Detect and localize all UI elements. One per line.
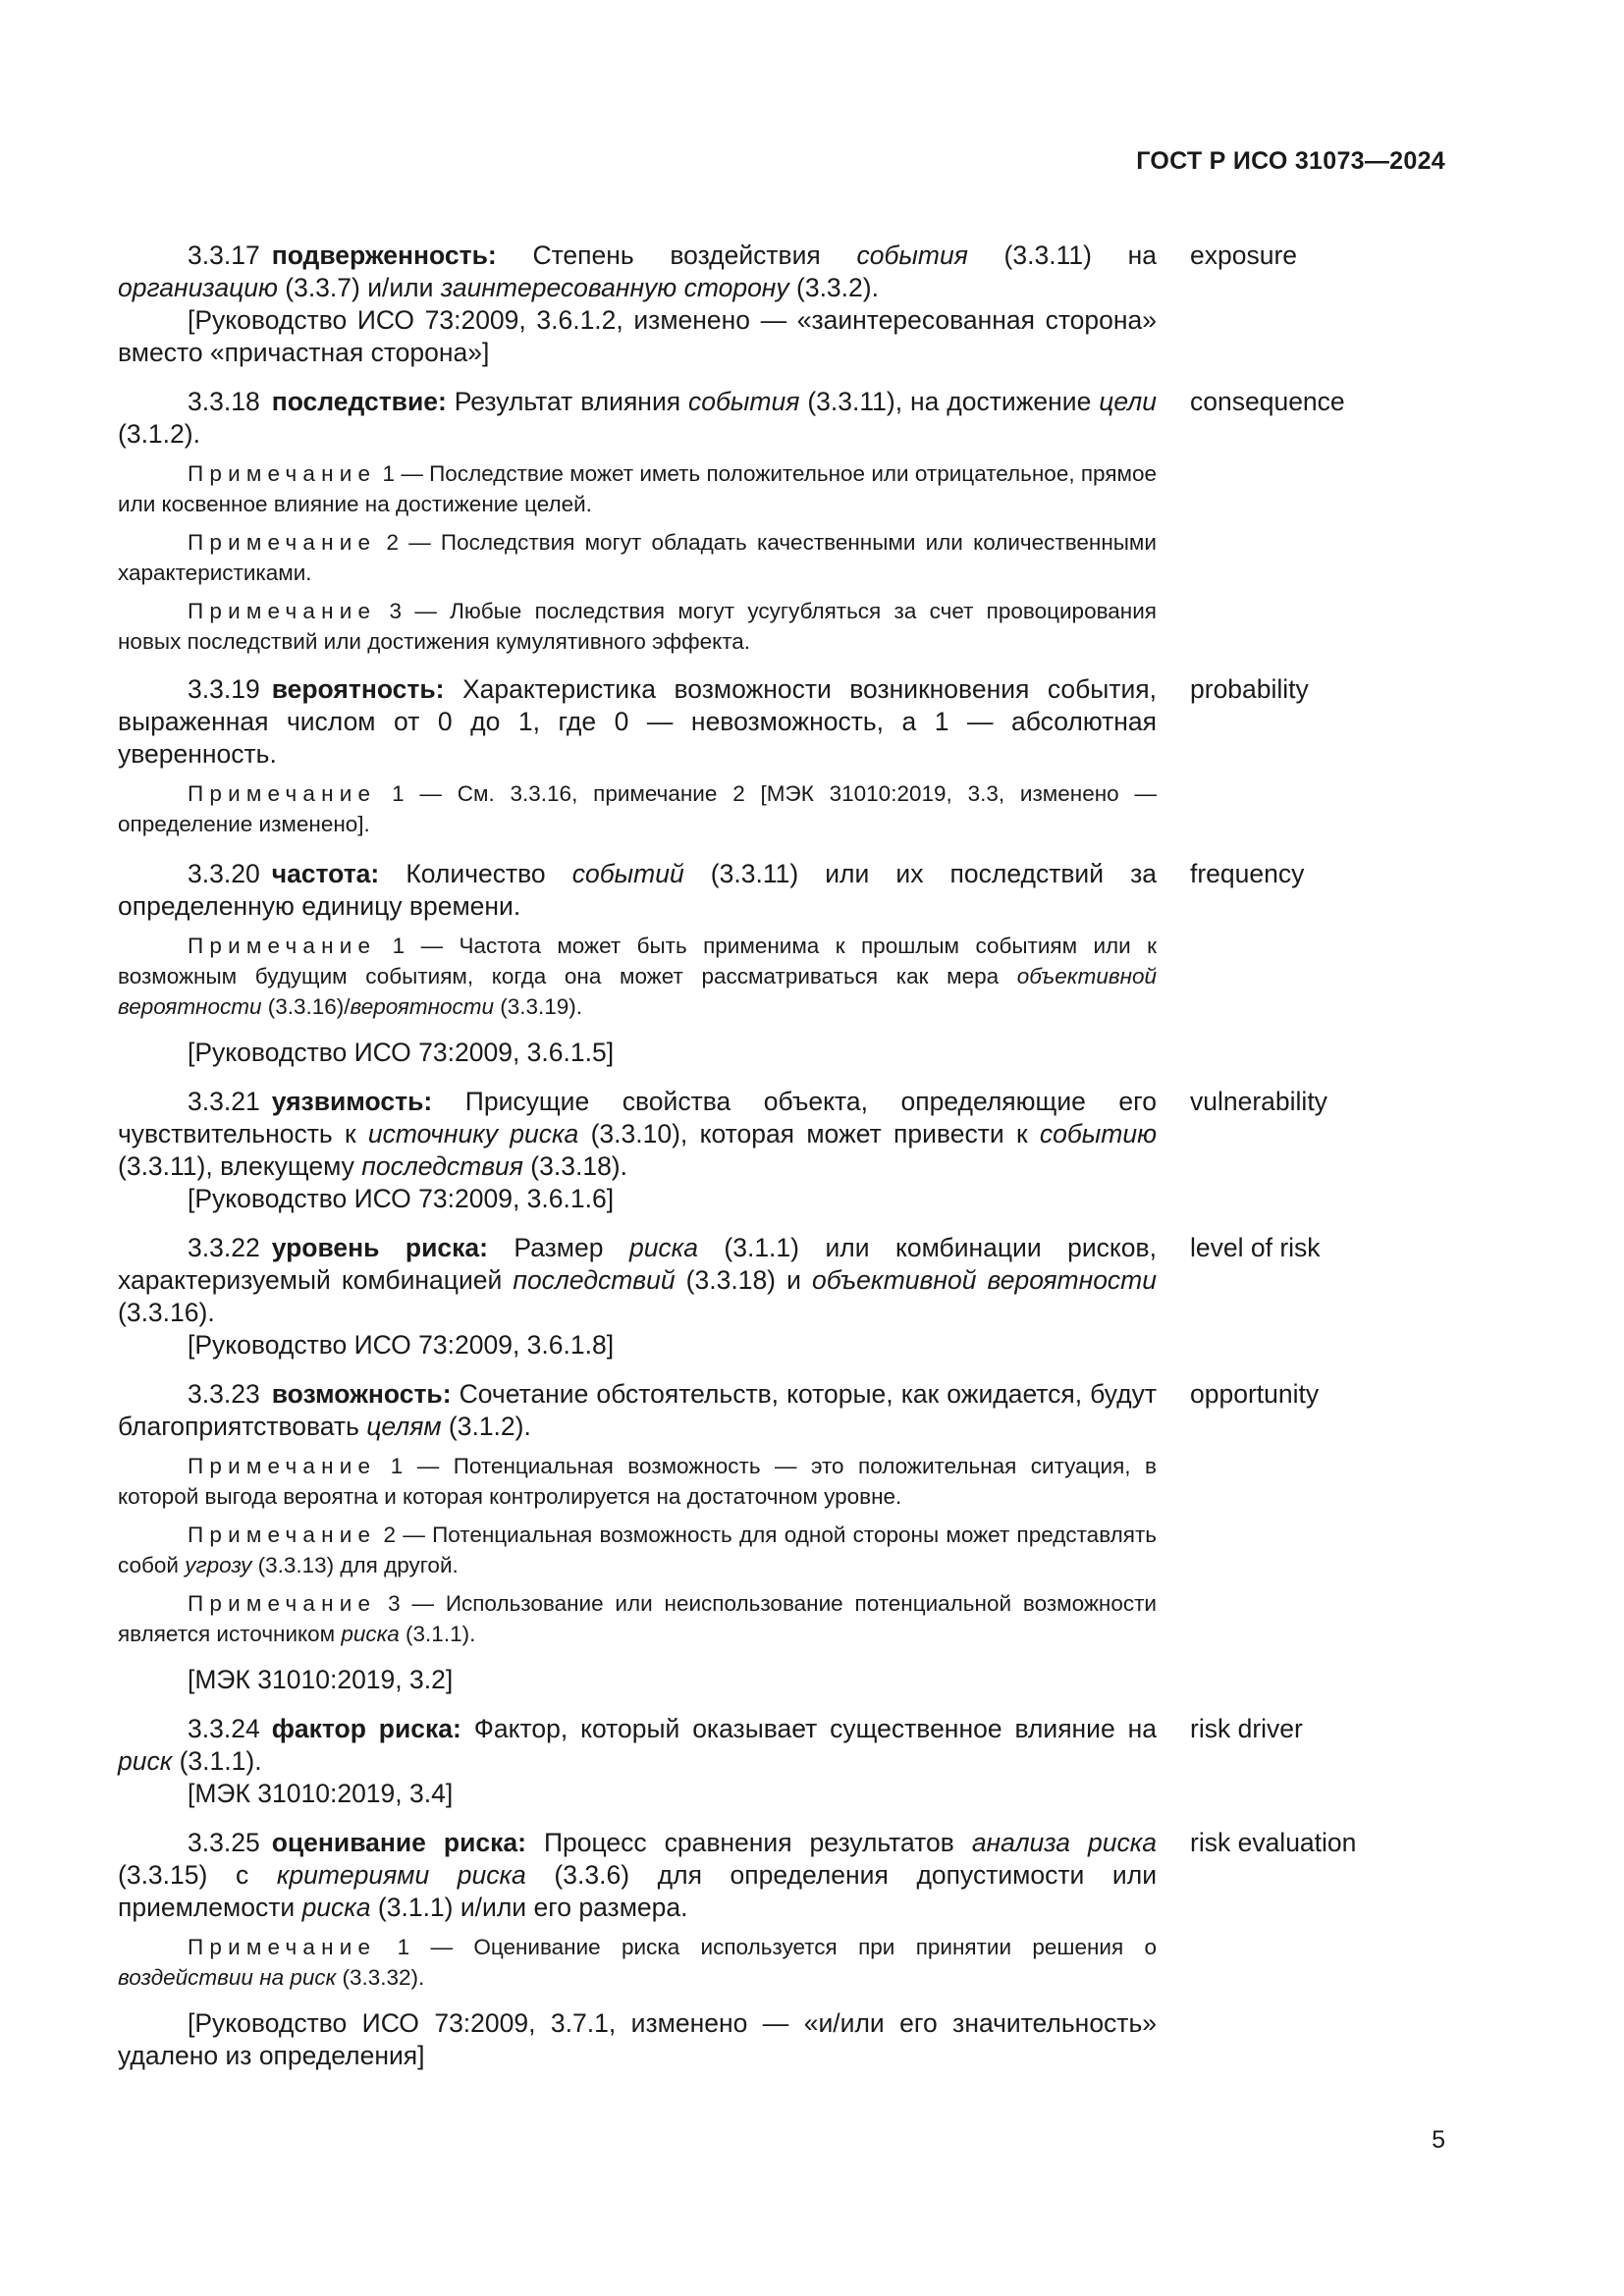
- term-entry-vulnerability: [118, 1086, 1453, 1215]
- term-entry-risk-driver: [118, 1713, 1453, 1810]
- english-term: exposure: [1190, 240, 1298, 270]
- term-entry-opportunity: [118, 1378, 1453, 1696]
- term-source: [МЭК 31010:2019, 3.2]: [188, 1665, 454, 1694]
- term-entry-consequence: [118, 386, 1453, 657]
- term-number: 3.3.17: [188, 240, 260, 270]
- term-number: 3.3.21: [188, 1087, 260, 1116]
- term-entry-exposure: [118, 240, 1453, 369]
- term-entry-risk-evaluation: [118, 1827, 1453, 2072]
- term-entry-probability: [118, 673, 1453, 839]
- term-note: Примечание 1 — Потенциальная возможность — это положительная ситуация, в которой выгода вероятна и которая контролируется на достаточном уровне.: [118, 1454, 1157, 1509]
- document-header: ГОСТ Р ИСО 31073—2024: [1136, 147, 1445, 175]
- page-number: 5: [1432, 2126, 1445, 2154]
- term-name: уровень риска:: [271, 1233, 488, 1262]
- definition-text: Фактор, который оказывает существенное влияние на риск (3.1.1).: [118, 1714, 1157, 1776]
- term-definition: [118, 386, 1157, 451]
- term-number: 3.3.23: [188, 1379, 260, 1409]
- english-term: vulnerability: [1190, 1087, 1327, 1116]
- term-definition: [118, 1378, 1157, 1443]
- term-definition: [118, 673, 1157, 771]
- term-name: уязвимость:: [271, 1087, 433, 1116]
- term-name: частота:: [271, 859, 380, 888]
- term-number: 3.3.24: [188, 1714, 260, 1743]
- term-note: Примечание 3 — Использование или неиспользование потенциальной возможности является источником риска (3.1.1).: [118, 1591, 1157, 1646]
- term-name: фактор риска:: [271, 1714, 461, 1743]
- term-definition: [118, 858, 1157, 923]
- definition-text: Количество событий (3.3.11) или их последствий за определенную единицу времени.: [118, 859, 1158, 921]
- english-term: frequency: [1190, 859, 1305, 888]
- term-name: оценивание риска:: [271, 1828, 526, 1857]
- terms-list: [118, 240, 1453, 2072]
- term-source: [Руководство ИСО 73:2009, 3.6.1.8]: [188, 1330, 615, 1360]
- definition-text: Результат влияния события (3.3.11), на достижение цели (3.1.2).: [118, 387, 1157, 449]
- term-note: Примечание 1 — Частота может быть применима к прошлым событиям или к возможным будущим событиям, когда она может рассматриваться как мера объективной вероятности (3.3.16)/вероятности (3.3.19).: [118, 934, 1157, 1019]
- term-name: подверженность:: [271, 240, 497, 270]
- term-name: последствие:: [271, 387, 447, 416]
- term-note: Примечание 3 — Любые последствия могут усугубляться за счет провоцирования новых последствий или достижения кумулятивного эффекта.: [118, 599, 1157, 654]
- term-number: 3.3.19: [188, 674, 260, 704]
- definition-text: Процесс сравнения результатов анализа риска (3.3.15) с критериями риска (3.3.6) для определения допустимости или приемлемости риска (3.1.1) и/или его размера.: [118, 1828, 1157, 1922]
- english-term: probability: [1190, 674, 1309, 704]
- term-definition: [118, 240, 1157, 304]
- english-term: level of risk: [1190, 1233, 1321, 1262]
- term-number: 3.3.18: [188, 387, 260, 416]
- english-term: opportunity: [1190, 1379, 1320, 1409]
- term-source: [Руководство ИСО 73:2009, 3.6.1.6]: [188, 1184, 615, 1213]
- definition-text: Размер риска (3.1.1) или комбинации рисков, характеризуемый комбинацией последствий (3.3.18) и объективной вероятности (3.3.16).: [118, 1233, 1157, 1327]
- term-note: Примечание 1 — См. 3.3.16, примечание 2 [МЭК 31010:2019, 3.3, изменено — определение изменено].: [118, 781, 1157, 836]
- term-entry-frequency: [118, 858, 1453, 1069]
- definition-text: Степень воздействия события (3.3.11) на организацию (3.3.7) и/или заинтересованную сторону (3.3.2).: [118, 240, 1157, 302]
- term-note: Примечание 2 — Потенциальная возможность для одной стороны может представлять собой угрозу (3.3.13) для другой.: [118, 1522, 1157, 1577]
- term-name: вероятность:: [271, 674, 445, 704]
- term-note: Примечание 1 — Последствие может иметь положительное или отрицательное, прямое или косвенное влияние на достижение целей.: [118, 461, 1157, 516]
- definition-text: Присущие свойства объекта, определяющие его чувствительность к источнику риска (3.3.10), которая может привести к событию (3.3.11), влекущему последствия (3.3.18).: [118, 1087, 1157, 1181]
- term-note: Примечание 2 — Последствия могут обладать качественными или количественными характеристиками.: [118, 530, 1157, 585]
- english-term: consequence: [1190, 387, 1345, 416]
- term-source: [Руководство ИСО 73:2009, 3.6.1.5]: [188, 1038, 615, 1067]
- term-definition: [118, 1827, 1157, 1924]
- term-number: 3.3.25: [188, 1828, 260, 1857]
- term-name: возможность:: [271, 1379, 452, 1409]
- term-note: Примечание 1 — Оценивание риска используется при принятии решения о воздействии на риск (3.3.32).: [118, 1935, 1157, 1990]
- term-definition: [118, 1232, 1157, 1329]
- term-source: [МЭК 31010:2019, 3.4]: [188, 1779, 454, 1808]
- english-term: risk driver: [1190, 1714, 1303, 1743]
- term-source: [Руководство ИСО 73:2009, 3.6.1.2, изменено — «заинтересованная сторона» вместо «причастная сторона»]: [118, 305, 1157, 367]
- term-definition: [118, 1086, 1157, 1183]
- term-definition: [118, 1713, 1157, 1778]
- term-number: 3.3.22: [188, 1233, 260, 1262]
- definition-text: Характеристика возможности возникновения события, выраженная числом от 0 до 1, где 0 — невозможность, а 1 — абсолютная уверенность.: [118, 674, 1157, 769]
- english-term: risk evaluation: [1190, 1828, 1357, 1857]
- term-source: [Руководство ИСО 73:2009, 3.7.1, изменено — «и/или его значительность» удалено из определения]: [118, 2008, 1157, 2070]
- term-number: 3.3.20: [188, 859, 260, 888]
- definition-text: Сочетание обстоятельств, которые, как ожидается, будут благоприятствовать целям (3.1.2).: [118, 1379, 1158, 1441]
- term-entry-level-of-risk: [118, 1232, 1453, 1362]
